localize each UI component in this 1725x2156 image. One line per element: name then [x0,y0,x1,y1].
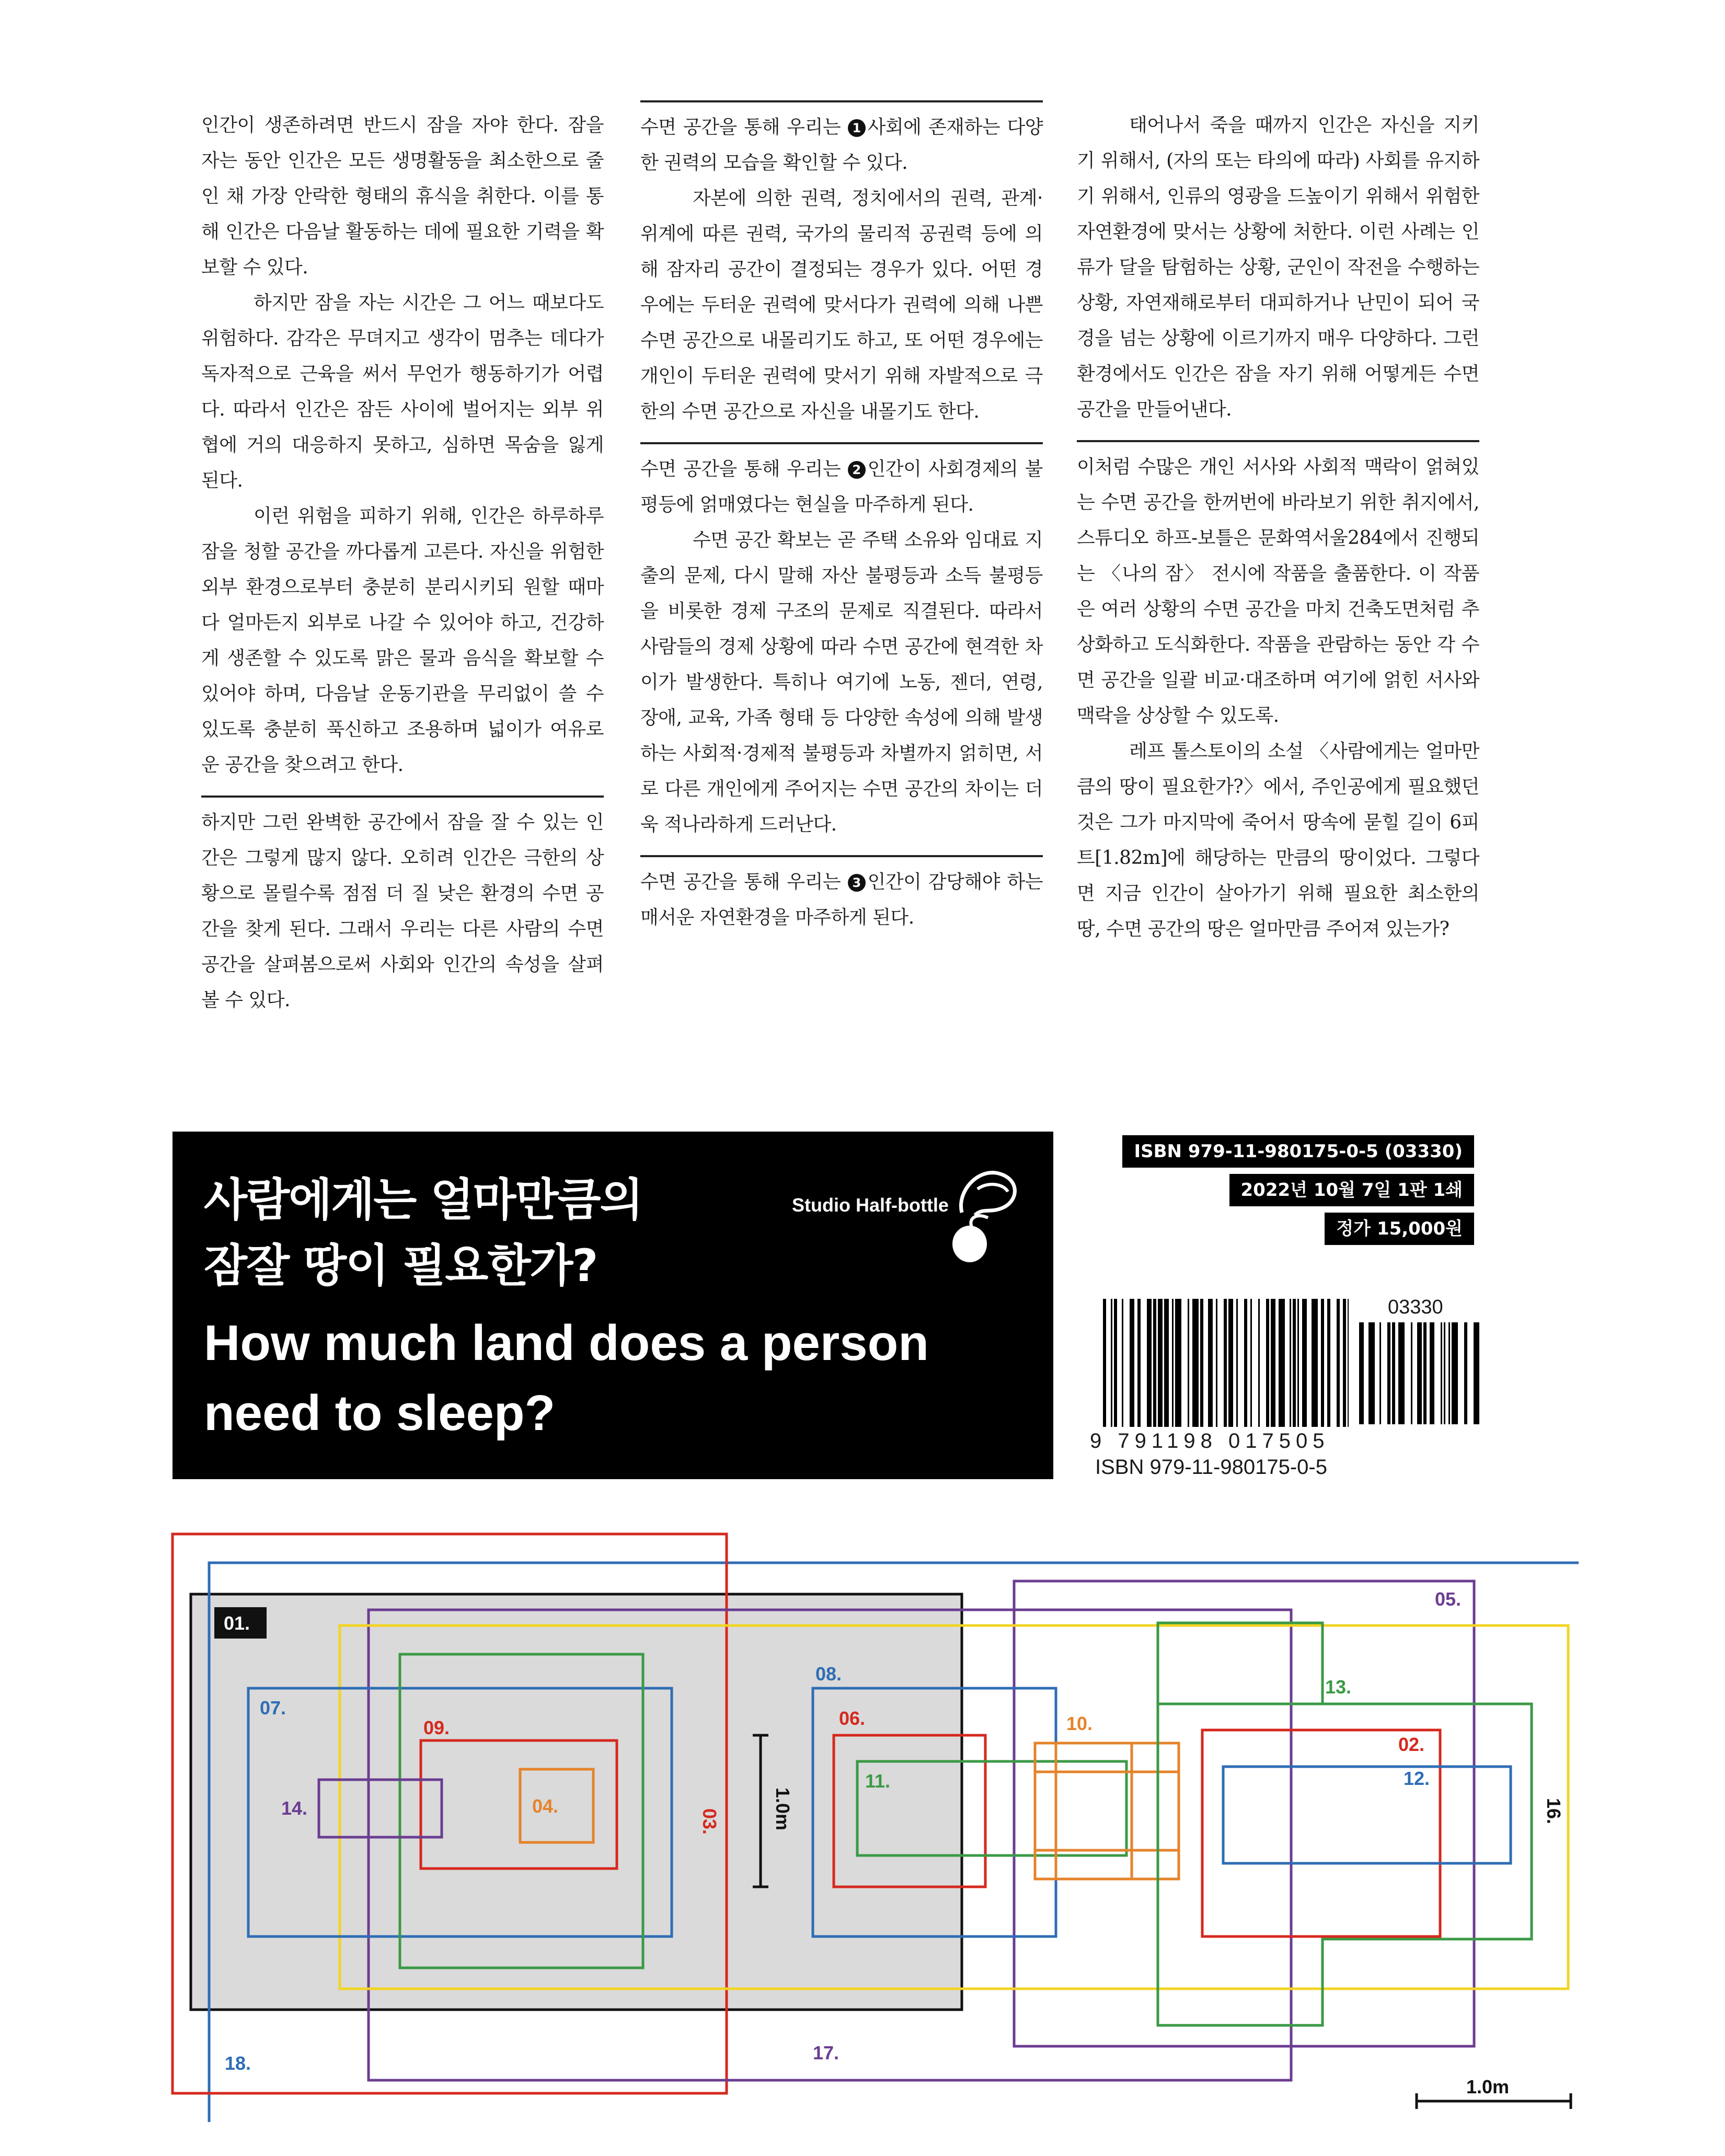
title-english [204,1308,929,1448]
barcode-bar [1321,1299,1324,1427]
barcode-bar [1153,1299,1156,1427]
barcode-bar [1444,1322,1445,1424]
section [640,100,1043,430]
barcode-bar [1111,1299,1112,1427]
barcode-bar [1228,1299,1233,1427]
barcode-bar [1114,1299,1117,1427]
paragraph [640,864,1043,936]
lead-rest: 인간이 감당해야 하는 매서운 자연환경을 마주하게 된다. [640,871,1043,928]
label-14: 14. [281,1797,308,1819]
label-12: 12. [1404,1768,1430,1789]
title-korean-line: 잠잘 땅이 필요한가? [204,1240,597,1292]
barcode-addon-number: 03330 [1388,1296,1443,1318]
paragraph: 수면 공간 확보는 곧 주택 소유와 임대료 지출의 문제, 다시 말해 자산 불평등과 소득 불평등을 비롯한 경제 구조의 문제로 직결된다. 따라서 사람들의 경제 상황에 따라 수면 공간에 현격한 차이가 발생한다. 특히나 여기에 노동, 젠더, 연령, 장애, 교육, 가족 형태 등 다양한 속성에 의해 발생하는 사회적·경제적 불평등과 차별까지 얽히면, 서로 다른 개인에게 주어지는 수면 공간의 차이는 더욱 적나라하게 드러난다. [640,529,1043,835]
barcode-bar [1392,1322,1395,1424]
barcode-bar [1130,1299,1134,1427]
barcode-bar [1327,1299,1330,1427]
label-scale-horizontal: 1.0m [1466,2076,1510,2097]
label-10: 10. [1066,1713,1093,1734]
barcode-bar [1172,1299,1174,1427]
barcode-bar [1302,1299,1307,1427]
title-english-line: How much land does a person [204,1315,929,1371]
paragraph: 하지만 그런 완벽한 공간에서 잠을 잘 수 있는 인간은 그렇게 많지 않다. 오히려 인간은 극한의 상황으로 몰릴수록 점점 더 질 낮은 환경의 수면 공간을 찾게 된다. 그래서 우리는 다른 사람의 수면 공간을 살펴봄으로써 사회와 인간의 속성을 살펴볼 수 있다. [201,812,604,1011]
barcode [1090,1296,1487,1495]
barcode-bar [1271,1299,1275,1427]
section [640,442,1043,843]
text-column-3 [1077,78,1479,947]
barcode-bar [1266,1299,1269,1427]
barcode-bar [1208,1299,1213,1427]
barcode-bar [1474,1322,1479,1424]
barcode-bar [1250,1299,1252,1427]
label-01: 01. [224,1612,250,1634]
barcode-addon-bars [1359,1322,1479,1427]
barcode-bar [1337,1299,1340,1427]
lead-rest: 사회에 존재하는 다양한 권력의 모습을 확인할 수 있다. [640,117,1043,174]
lead-text: 수면 공간을 통해 우리는 [640,458,841,480]
barcode-bar [1244,1299,1247,1427]
isbn-info [1122,1135,1474,1251]
barcode-bar [1200,1299,1203,1427]
barcode-bar [1188,1299,1189,1427]
barcode-bar [1359,1322,1364,1424]
barcode-bar [1464,1322,1467,1424]
paragraph: 이런 위험을 피하기 위해, 인간은 하루하루 잠을 청할 공간을 까다롭게 고른다. 자신을 위험한 외부 환경으로부터 충분히 분리시키되 원할 때마다 얼마든지 외부로 나갈 수 있어야 하고, 건강하게 생존할 수 있도록 맑은 물과 음식을 확보할 수 있어야 하며, 다음날 운동기관을 무리없이 쓸 수 있도록 충분히 푹신하고 조용하며 넓이가 여유로운 공간을 찾으려고 한다. [201,505,604,776]
paragraph: 하지만 잠을 자는 시간은 그 어느 때보다도 위험하다. 감각은 무뎌지고 생각이 멈추는 데다가 독자적으로 근육을 써서 무언가 행동하기가 어렵다. 따라서 인간은 잠든 사이에 벌어지는 외부 위협에 거의 대응하지 못하고, 심하면 목숨을 잃게 된다. [201,292,604,491]
barcode-bar [1398,1322,1405,1424]
label-08: 08. [815,1663,842,1685]
label-scale-vertical: 1.0m [772,1788,794,1831]
lead-rest: 인간이 사회경제의 불평등에 얽매였다는 현실을 마주하게 된다. [640,458,1043,515]
barcode-bar [1297,1299,1299,1427]
label-07: 07. [260,1697,286,1719]
paragraph: 인간이 생존하려면 반드시 잠을 자야 한다. 잠을 자는 동안 인간은 모든 생명활동을 최소한으로 줄인 채 가장 안락한 형태의 휴식을 취한다. 이를 통해 인간은 다음날 활동하는 데에 필요한 기력을 확보할 수 있다. [201,114,604,278]
barcode-bar [1175,1299,1181,1427]
barcode-bar [1417,1322,1422,1424]
barcode-bar [1379,1322,1381,1424]
barcode-bar [1387,1322,1390,1424]
label-16: 16. [1543,1798,1565,1825]
label-03: 03. [699,1808,720,1835]
label-02: 02. [1398,1734,1425,1755]
barcode-bar [1103,1299,1106,1427]
paragraph [640,452,1043,523]
barcode-isbn-text: ISBN 979-11-980175-0-5 [1095,1456,1327,1479]
studio-name: Studio Half-bottle [792,1194,949,1216]
paragraph: 태어나서 죽을 때까지 인간은 자신을 지키기 위해서, (자의 또는 타의에 따라) 사회를 유지하기 위해서, 인류의 영광을 드높이기 위해서 위험한 자연환경에 맞서는 상황에 처한다. 이런 사례는 인류가 달을 탐험하는 상황, 군인이 작전을 수행하는 상황, 자연재해로부터 대피하거나 난민이 되어 국경을 넘는 상황에 이르기까지 매우 다양하다. 그런 환경에서도 인간은 잠을 자기 위해 어떻게든 수면 공간을 만들어낸다. [1077,114,1479,420]
sleeping-space-plan [0,1516,1725,2156]
barcode-bar [1448,1322,1450,1424]
title-box [172,1132,1053,1479]
barcode-bar [1147,1299,1152,1427]
paragraph [640,110,1043,181]
paragraph: 이처럼 수많은 개인 서사와 사회적 맥락이 얽혀있는 수면 공간을 한꺼번에 바라보기 위한 취지에서, 스튜디오 하프-보틀은 문화역서울284에서 진행되는 〈나의 잠〉 전시에 작품을 출품한다. 이 작품은 여러 상황의 수면 공간을 마치 건축도면처럼 추상화하고 도식화한다. 작품을 관람하는 동안 각 수면 공간을 일괄 비교·대조하며 여기에 얽힌 서사와 맥락을 상상할 수 있도록. [1077,456,1479,727]
space-12-box [1223,1767,1511,1863]
isbn-label: ISBN 979-11-980175-0-5 (03330) [1122,1135,1474,1168]
barcode-bar [1164,1299,1169,1427]
section [1077,440,1479,947]
number-badge: 3 [848,874,866,892]
studio-logo-icon [946,1160,1030,1265]
barcode-bar [1423,1322,1427,1424]
publish-date: 2022년 10월 7일 1판 1쇄 [1229,1174,1474,1206]
barcode-bar [1290,1299,1291,1427]
label-13: 13. [1325,1676,1352,1698]
text-column-1 [201,78,604,1018]
number-badge: 1 [848,119,866,137]
number-badge: 2 [848,461,866,479]
barcode-bar [1348,1299,1349,1427]
barcode-digits: 9 791198 017505 [1090,1429,1330,1452]
space-02-box [1202,1730,1440,1936]
title-korean [204,1167,642,1299]
section [201,795,604,1018]
label-09: 09. [423,1717,450,1738]
price-label: 정가 15,000원 [1325,1213,1474,1245]
label-04: 04. [532,1795,559,1817]
barcode-bar [1368,1322,1375,1424]
label-05: 05. [1435,1588,1462,1610]
space-05-box [1014,1581,1474,2046]
barcode-bar [1192,1299,1199,1427]
label-17: 17. [813,2042,840,2063]
barcode-bar [1293,1299,1296,1427]
barcode-bar [1224,1299,1227,1427]
barcode-bar [1312,1299,1318,1427]
title-korean-line: 사람에게는 얼마만큼의 [204,1174,642,1226]
label-11: 11. [865,1770,891,1792]
barcode-bar [1158,1299,1163,1427]
barcode-bar [1441,1322,1442,1424]
paragraph: 레프 톨스토이의 소설 〈사람에게는 얼마만큼의 땅이 필요한가?〉에서, 주인공에게 필요했던 것은 그가 마지막에 죽어서 땅속에 묻힐 길이 6피트[1.82m]에 해당하는 만큼의 땅이었다. 그렇다면 지금 인간이 살아가기 위해 필요한 최소한의 땅, 수면 공간의 땅은 얼마만큼 주어져 있는가? [1077,741,1479,940]
barcode-bar [1411,1322,1412,1424]
barcode-bar [1137,1299,1141,1427]
section [1077,78,1479,428]
barcode-bar [1258,1299,1260,1427]
paragraph: 자본에 의한 권력, 정치에서의 권력, 관계·위계에 따른 권력, 국가의 물리적 공권력 등에 의해 잠자리 공간이 결정되는 경우가 있다. 어떤 경우에는 두터운 권력에 맞서다가 권력에 의해 나쁜 수면 공간으로 내몰리기도 하고, 또 어떤 경우에는 개인이 두터운 권력에 맞서기 위해 자발적으로 극한의 수면 공간으로 자신을 내몰기도 한다. [640,188,1043,422]
barcode-bar [1452,1322,1458,1424]
barcode-bar [1122,1299,1123,1427]
barcode-bar [1430,1322,1434,1424]
section [201,78,604,783]
barcode-bar [1216,1299,1217,1427]
lead-text: 수면 공간을 통해 우리는 [640,117,841,138]
lead-text: 수면 공간을 통해 우리는 [640,871,841,893]
text-column-2 [640,78,1043,936]
barcode-main-bars [1103,1299,1349,1429]
title-english-line: need to sleep? [204,1385,556,1441]
barcode-bar [1343,1299,1346,1427]
section [640,855,1043,936]
label-18: 18. [225,2053,251,2074]
label-06: 06. [839,1708,866,1729]
barcode-bar [1236,1299,1238,1427]
barcode-bar [1279,1299,1285,1427]
